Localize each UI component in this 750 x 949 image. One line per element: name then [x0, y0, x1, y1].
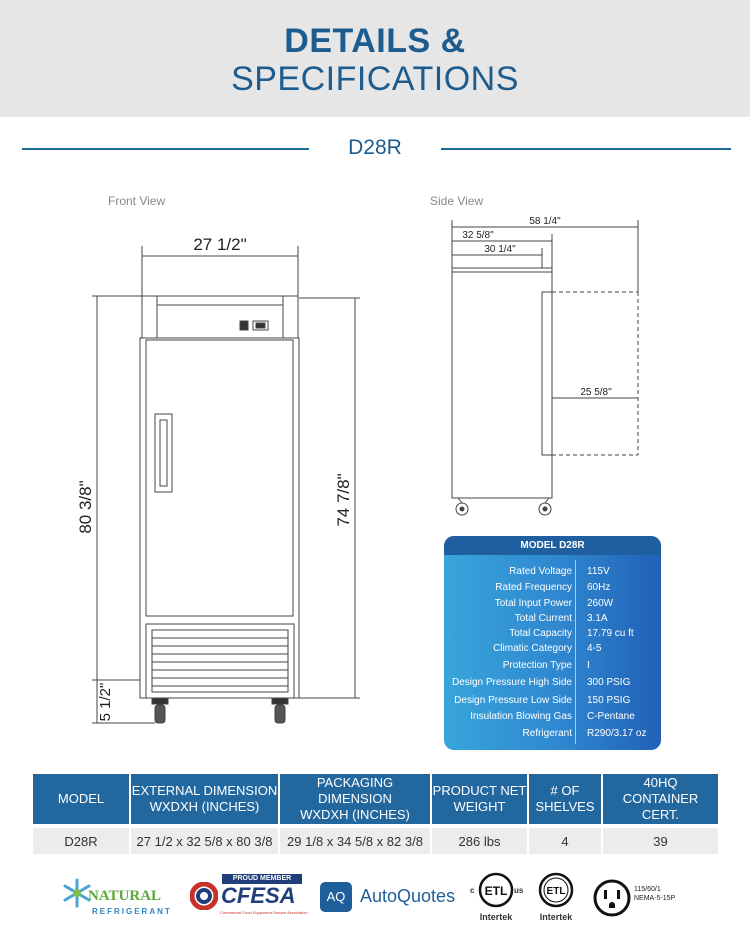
header-text: MODEL — [57, 791, 105, 806]
header-text: PRODUCT NET — [432, 783, 527, 798]
intertek-text-1: Intertek — [479, 912, 513, 922]
side-view-dimensions — [462, 216, 612, 398]
spec-row — [444, 726, 661, 741]
header-text: 40HQ — [643, 775, 678, 790]
etl-mark: ETL — [484, 884, 508, 898]
header-subtext: WXDXH (INCHES) — [149, 799, 260, 814]
cell-shelves: 4 — [529, 824, 603, 854]
spec-row — [444, 709, 661, 724]
natural-refrigerant-logo — [62, 876, 180, 920]
spec-key: Total Input Power — [494, 598, 572, 609]
front-view-drawing — [92, 246, 360, 723]
page-title-line2: SPECIFICATIONS — [231, 60, 519, 98]
cfesa-logo — [190, 874, 310, 920]
spec-row — [444, 564, 661, 579]
header-container — [603, 774, 718, 824]
dim-total-height: 80 3/8" — [76, 480, 95, 534]
page-title-line1: DETAILS & — [284, 22, 466, 60]
spec-key: Insulation Blowing Gas — [470, 711, 572, 722]
spec-value: C-Pentane — [587, 711, 635, 722]
spec-table-header-row — [33, 774, 718, 824]
plug-nema: NEMA-5-15P — [634, 895, 676, 902]
dim-body-height: 74 7/8" — [334, 473, 353, 527]
front-view-dimensions — [76, 235, 353, 721]
cfesa-name: CFESA — [221, 883, 296, 908]
cfesa-emblem-icon — [190, 882, 218, 910]
plug-spec-logo — [592, 874, 702, 922]
spec-value: 60Hz — [587, 582, 611, 593]
autoquotes-logo — [320, 882, 456, 912]
spec-value: 150 PSIG — [587, 695, 631, 706]
spec-row — [444, 693, 661, 708]
header-subtext: SHELVES — [535, 799, 595, 814]
etl-mark: ETL — [546, 886, 566, 897]
spec-row — [444, 580, 661, 595]
header-text: PACKAGING DIMENSION — [316, 775, 394, 806]
header-subtext: CONTAINER CERT. — [622, 791, 699, 822]
dim-door: 25 5/8" — [580, 387, 612, 398]
natural-text: NATURAL — [88, 888, 162, 904]
dim-body-depth: 30 1/4" — [484, 244, 516, 255]
cfesa-subtitle: Commercial Food Equipment Service Association — [220, 910, 308, 915]
spec-key: Design Pressure Low Side — [454, 695, 572, 706]
spec-table — [33, 774, 718, 854]
dim-depth: 32 5/8" — [462, 230, 494, 241]
spec-key: Design Pressure High Side — [451, 677, 572, 688]
spec-value: 260W — [587, 598, 614, 609]
etl-c: c — [470, 886, 475, 895]
table-row — [33, 824, 718, 854]
header-text: # OF — [550, 783, 580, 798]
spec-key: Rated Voltage — [509, 566, 572, 577]
header-packaging-dimension — [280, 774, 432, 824]
spec-key: Refrigerant — [522, 728, 572, 739]
dim-overall-depth: 58 1/4" — [529, 216, 561, 227]
spec-key: Protection Type — [502, 660, 572, 671]
header-text: EXTERNAL DIMENSION — [131, 783, 278, 798]
spec-row — [444, 626, 661, 641]
dim-caster-height: 5 1/2" — [97, 682, 114, 722]
nema-plug-icon — [592, 878, 632, 918]
spec-value: 115V — [587, 566, 610, 577]
cell-model: D28R — [33, 824, 131, 854]
cfesa-proud-member: PROUD MEMBER — [222, 874, 302, 884]
cell-net-weight: 286 lbs — [432, 824, 529, 854]
cell-packaging-dimension: 29 1/8 x 34 5/8 x 82 3/8 — [280, 824, 432, 854]
spec-row — [444, 596, 661, 611]
plug-rating: 115/60/1 — [634, 886, 661, 893]
spec-key: Total Capacity — [509, 628, 572, 639]
side-view-label: Side View — [430, 194, 484, 208]
etl-us: us — [514, 886, 524, 895]
spec-row — [444, 658, 661, 673]
spec-value: R290/3.17 oz — [587, 728, 647, 739]
front-view-label: Front View — [108, 194, 166, 208]
header-subtext: WXDXH (INCHES) — [300, 807, 410, 822]
spec-value: 300 PSIG — [587, 677, 631, 688]
side-view-drawing — [452, 220, 638, 515]
header-shelves — [529, 774, 603, 824]
spec-key: Rated Frequency — [495, 582, 572, 593]
etl-sanitation-logo — [532, 872, 580, 930]
header-subtext: WEIGHT — [453, 799, 506, 814]
cell-external-dimension: 27 1/2 x 32 5/8 x 80 3/8 — [131, 824, 280, 854]
certification-logos — [0, 868, 750, 938]
spec-key: Total Current — [514, 613, 572, 624]
refrigerant-text: REFRIGERANT — [92, 907, 172, 916]
etl-circle-icon — [478, 872, 514, 908]
header-external-dimension — [131, 774, 280, 824]
spec-row — [444, 641, 661, 656]
header-model — [33, 774, 131, 824]
etl-circle-icon — [538, 872, 574, 908]
spec-panel — [444, 536, 661, 750]
autoquotes-text: AutoQuotes — [360, 886, 456, 906]
spec-value: 17.79 cu ft — [587, 628, 634, 639]
spec-row — [444, 675, 661, 690]
dim-width: 27 1/2" — [193, 235, 247, 254]
model-heading-label: D28R — [348, 136, 402, 159]
etl-listed-logo-1 — [470, 872, 522, 930]
spec-value: 3.1A — [587, 613, 608, 624]
spec-value: 4-5 — [587, 643, 602, 654]
spec-panel-title: MODEL D28R — [444, 536, 661, 555]
cell-container: 39 — [603, 824, 718, 854]
spec-row — [444, 611, 661, 626]
intertek-text-2: Intertek — [539, 912, 573, 922]
aq-badge: AQ — [320, 882, 352, 912]
spec-value: I — [587, 660, 590, 671]
spec-key: Climatic Category — [493, 643, 572, 654]
header-net-weight — [432, 774, 529, 824]
